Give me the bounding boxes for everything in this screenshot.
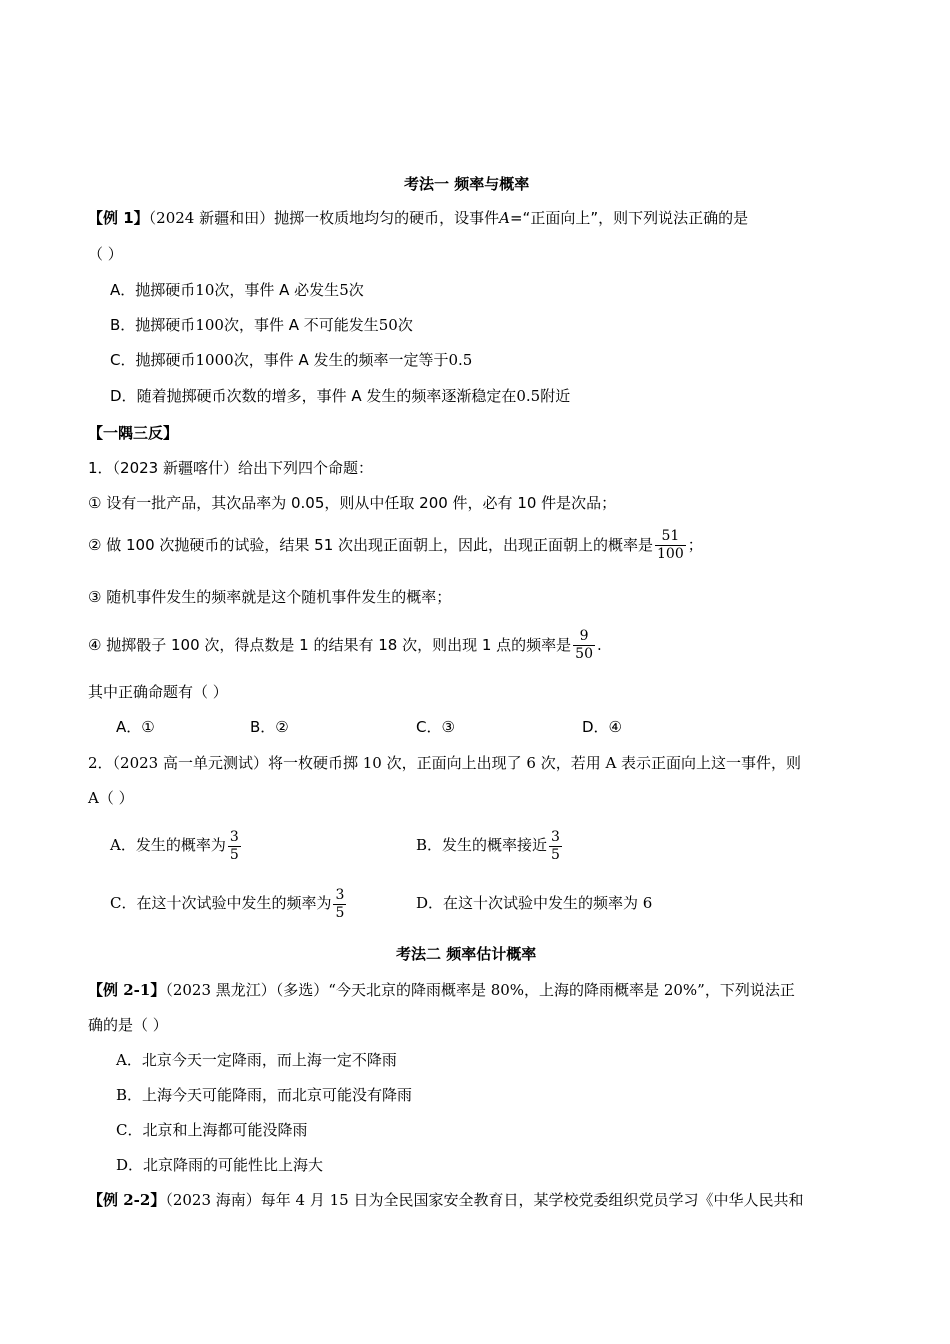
example-2-1-tag: 【例 2-1】 bbox=[88, 981, 166, 999]
example-2-1-option-d: D．北京降雨的可能性比上海大 bbox=[116, 1156, 324, 1174]
q2-stem-line-1: 2．（2023 高一单元测试）将一枚硬币掷 10 次，正面向上出现了 6 次，若用 A 表示正面向上这一事件，则 bbox=[88, 754, 802, 772]
proposition-text: ② 做 100 次抛硬币的试验，结果 51 次出现正面朝上，因此，出现正面朝上的概率是 bbox=[88, 536, 654, 554]
q2-option-b bbox=[416, 824, 564, 866]
example-1-option-d bbox=[110, 386, 570, 406]
option-number: 10 bbox=[195, 281, 215, 299]
option-text: 附近 bbox=[540, 387, 571, 405]
option-label: D． bbox=[110, 387, 137, 405]
fraction-3-5 bbox=[549, 829, 562, 864]
q1-proposition-4 bbox=[88, 624, 602, 666]
fraction-3-5 bbox=[333, 887, 346, 922]
option-text: 抛掷硬币 bbox=[135, 316, 196, 334]
fraction-denominator: 5 bbox=[229, 846, 239, 863]
example-2-1-option-c: C．北京和上海都可能没降雨 bbox=[116, 1121, 308, 1139]
fraction-3-5 bbox=[228, 829, 241, 864]
option-number: 0.5 bbox=[448, 351, 473, 369]
q2-stem-line-2 bbox=[88, 788, 134, 808]
option-text: 次，事件 A 不可能发生 bbox=[223, 316, 379, 334]
section-title-1: 考法一 频率与概率 bbox=[404, 175, 530, 193]
fraction-denominator: 5 bbox=[551, 846, 560, 863]
option-text: 次，事件 A 必发生 bbox=[214, 281, 340, 299]
example-2-2-stem bbox=[88, 1190, 803, 1210]
option-label: C． bbox=[110, 351, 136, 369]
option-text: 次 bbox=[348, 281, 364, 299]
fraction-numerator: 3 bbox=[335, 886, 345, 903]
example-2-1-option-b: B．上海今天可能降雨，而北京可能没有降雨 bbox=[116, 1086, 413, 1104]
option-label: A． bbox=[110, 281, 136, 299]
answer-paren: （ ） bbox=[98, 789, 134, 807]
q2-option-d: D．在这十次试验中发生的频率为 6 bbox=[416, 894, 653, 912]
option-text: 抛掷硬币 bbox=[135, 351, 196, 369]
q1-option-d: D．④ bbox=[582, 718, 622, 736]
option-number: 5 bbox=[339, 281, 349, 299]
section-title-2: 考法二 频率估计概率 bbox=[396, 945, 537, 963]
example-1-tag: 【例 1】 bbox=[88, 209, 149, 227]
example-1-option-a bbox=[110, 280, 364, 300]
fraction-51-100 bbox=[655, 528, 686, 563]
proposition-text: ④ 抛掷骰子 100 次，得点数是 1 的结果有 18 次，则出现 1 点的频率是 bbox=[88, 636, 572, 654]
example-2-1-line-2: 确的是（ ） bbox=[88, 1016, 168, 1034]
q1-proposition-2 bbox=[88, 524, 703, 566]
q1-proposition-1: ① 设有一批产品，其次品率为 0.05，则从中任取 200 件，必有 10 件是次品； bbox=[88, 494, 617, 512]
example-1-stem bbox=[88, 208, 748, 228]
option-text: 次，事件 A 发生的频率一定等于 bbox=[233, 351, 449, 369]
example-1-paren: （ ） bbox=[88, 245, 123, 263]
q2-option-a bbox=[110, 824, 243, 866]
fraction-denominator: 50 bbox=[575, 646, 593, 662]
option-text: 次 bbox=[397, 316, 413, 334]
q1-option-a: A．① bbox=[116, 718, 155, 736]
q1-proposition-3: ③ 随机事件发生的频率就是这个随机事件发生的概率； bbox=[88, 588, 452, 606]
option-number: 1000 bbox=[195, 351, 234, 369]
q2-option-c bbox=[110, 882, 348, 924]
fraction-numerator: 51 bbox=[661, 528, 680, 544]
example-1-text-a: 抛掷一枚质地均匀的硬币，设事件 bbox=[274, 209, 500, 227]
example-1-text-b: =“正面向上”，则下列说法正确的是 bbox=[509, 209, 749, 227]
example-2-2-text: （2023 海南）每年 4 月 15 日为全民国家安全教育日，某学校党委组织党员学习《中华人民共和 bbox=[165, 1191, 804, 1209]
option-text: 抛掷硬币 bbox=[135, 281, 196, 299]
example-1-source: （2024 新疆和田） bbox=[148, 209, 275, 227]
q1-stem: 1．（2023 新疆喀什）给出下列四个命题： bbox=[88, 459, 373, 477]
practice-header: 【一隅三反】 bbox=[88, 424, 179, 442]
q1-option-c: C．③ bbox=[416, 718, 455, 736]
option-text: A．发生的概率为 bbox=[110, 836, 226, 854]
fraction-denominator: 100 bbox=[657, 546, 684, 562]
fraction-numerator: 3 bbox=[551, 828, 560, 845]
option-label: B． bbox=[110, 316, 136, 334]
event-var: A bbox=[88, 789, 99, 807]
example-1-var: A bbox=[499, 209, 510, 227]
q1-ask: 其中正确命题有（ ） bbox=[88, 683, 228, 701]
option-text: B．发生的概率接近 bbox=[416, 836, 548, 854]
example-1-option-c bbox=[110, 350, 472, 370]
fraction-numerator: 9 bbox=[579, 628, 589, 644]
fraction-numerator: 3 bbox=[229, 828, 239, 845]
option-number: 0.5 bbox=[516, 387, 541, 405]
example-2-1-option-a: A．北京今天一定降雨，而上海一定不降雨 bbox=[116, 1051, 397, 1069]
fraction-9-50 bbox=[573, 628, 595, 663]
example-2-1-stem bbox=[88, 980, 795, 1000]
option-number: 50 bbox=[378, 316, 398, 334]
option-text: 随着抛掷硬币次数的增多，事件 A 发生的频率逐渐稳定在 bbox=[136, 387, 517, 405]
option-text: C．在这十次试验中发生的频率为 bbox=[110, 894, 332, 912]
proposition-end: . bbox=[597, 636, 602, 654]
example-2-1-text: （2023 黑龙江）（多选）“今天北京的降雨概率是 80%，上海的降雨概率是 20%”，下列说法正 bbox=[165, 981, 795, 999]
example-2-2-tag: 【例 2-2】 bbox=[88, 1191, 166, 1209]
example-1-option-b bbox=[110, 315, 413, 335]
option-number: 100 bbox=[195, 316, 224, 334]
proposition-end: ； bbox=[687, 536, 703, 554]
fraction-denominator: 5 bbox=[335, 904, 345, 921]
q1-option-b: B．② bbox=[250, 718, 289, 736]
